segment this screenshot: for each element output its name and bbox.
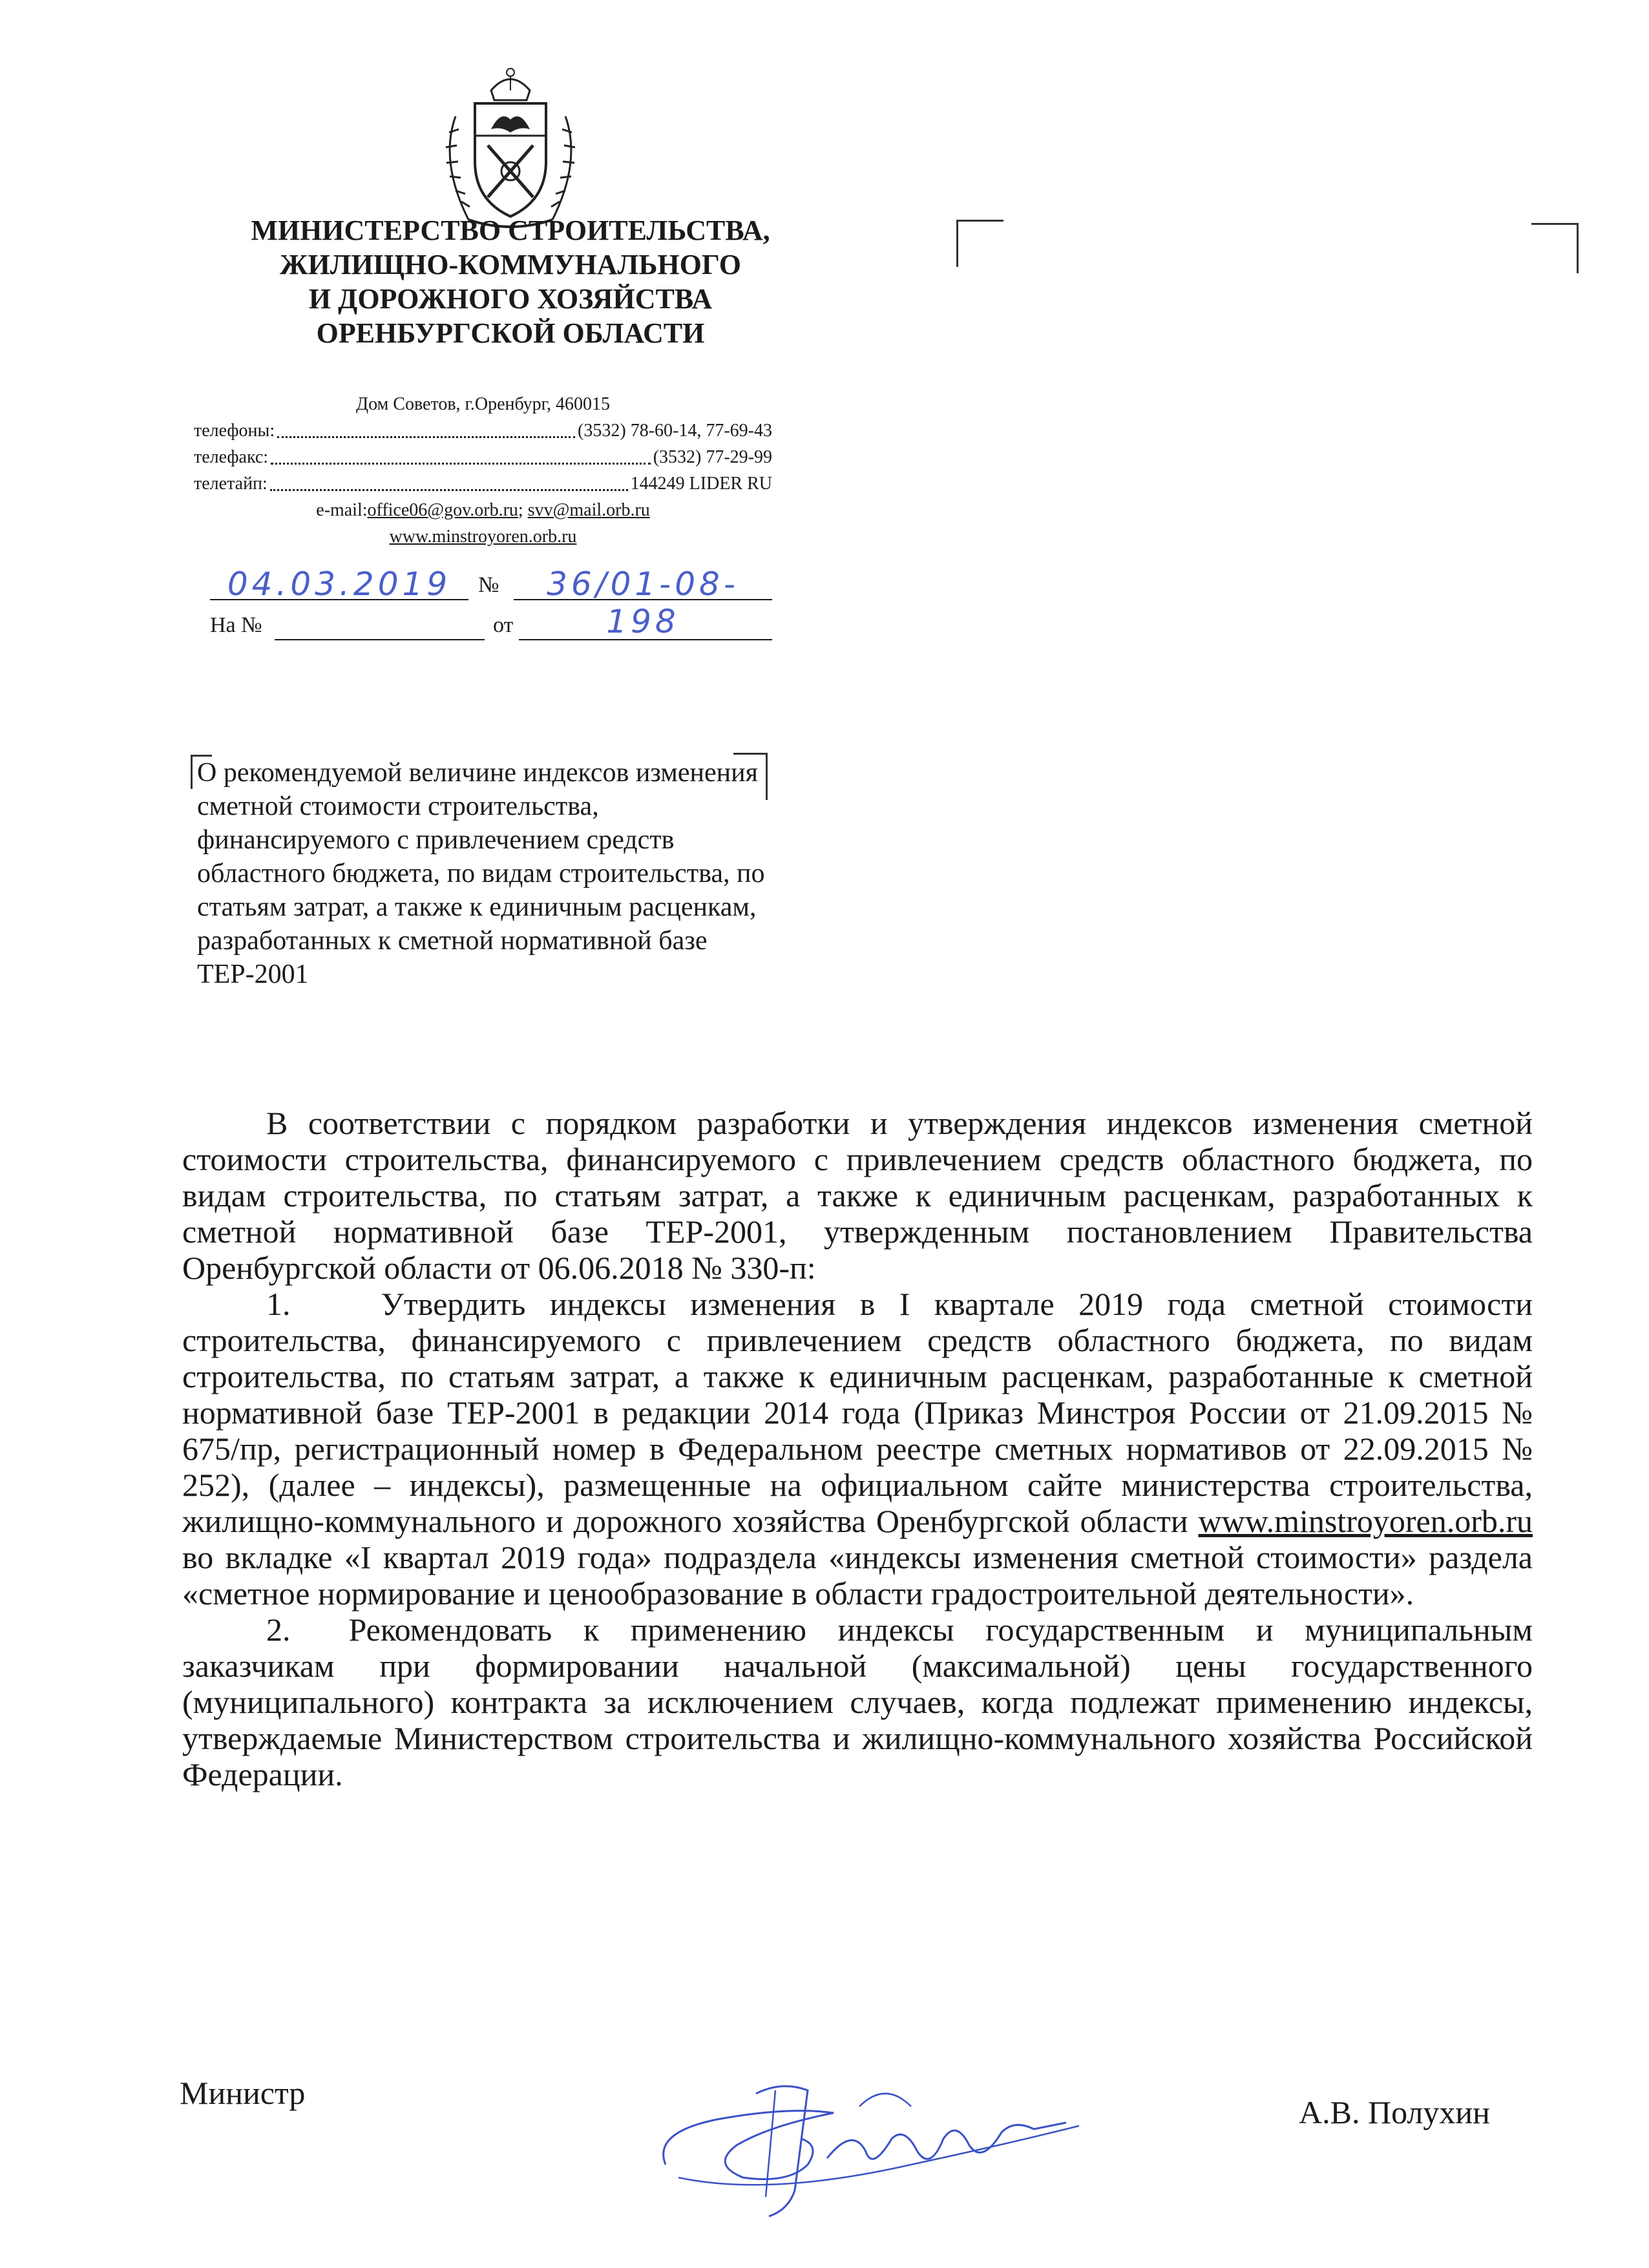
letter-body [182, 1105, 1533, 1792]
email-link-office[interactable]: office06@gov.orb.ru [367, 500, 518, 520]
website-link[interactable]: www.minstroyoren.orb.ru [389, 527, 577, 547]
registration-number: 36/01-08-198 [547, 565, 739, 640]
address-corner-mark [1531, 223, 1579, 273]
from-label: от [493, 613, 514, 637]
item-text: Утвердить индексы изменения в I квартале 2019 года сметной стоимости строительства, финансируемого с привлечением средств областного бюджета, по видам строительства, по статьям затрат, а также к единичным расценкам, разработанные к сметной нормативной базе ТЕР-2001 в редакции 2014 года (Приказ Минстроя России от 21.09.2015 № 675/пр, регистрационный номер в Федеральном реестре сметных нормативов от 22.09.2015 № 252), (далее – индексы), размещенные на официальном сайте министерства строительства, жилищно-коммунального и дорожного хозяйства Оренбургской области [182, 1286, 1533, 1539]
body-item-1 [182, 1286, 1533, 1612]
phones-value: (3532) 78-60-14, 77-69-43 [578, 421, 772, 441]
ministry-line: И ДОРОЖНОГО ХОЗЯЙСТВА [308, 283, 713, 315]
reference-line [210, 611, 772, 643]
coat-of-arms-emblem [430, 65, 591, 236]
email-row [194, 497, 772, 523]
handwritten-signature [640, 2068, 1092, 2236]
phones-row [194, 417, 772, 444]
ref-number-blank [275, 611, 485, 640]
dot-leader [277, 436, 575, 438]
ref-label: На № [210, 613, 262, 637]
phones-label: телефоны: [194, 421, 275, 441]
registration-date: 04.03.2019 [227, 565, 452, 603]
body-intro: В соответствии с порядком разработки и утверждения индексов изменения сметной стоимости строительства, финансируемого с привлечением средств областного бюджета, по видам строительства, по статьям затрат, а также к единичным расценкам, разработанных к сметной нормативной базе ТЕР-2001, утвержденным постановлением Правительства Оренбургской области от 06.06.2018 № 330-п: [182, 1105, 1533, 1286]
fax-row [194, 444, 772, 470]
number-sign: № [478, 573, 499, 597]
teletype-value: 144249 LIDER RU [630, 474, 772, 494]
address: Дом Советов, г.Оренбург, 460015 [356, 394, 610, 414]
ministry-line: МИНИСТЕРСТВО СТРОИТЕЛЬСТВА, [251, 215, 770, 246]
letter-subject: О рекомендуемой величине индексов изменения сметной стоимости строительства, финансируемого с привлечением средств областного бюджета, по видам строительства, по статьям затрат, а также к единичным расценкам, разработанных к сметной нормативной базе ТЕР-2001 [197, 758, 765, 989]
ministry-line: ЖИЛИЩНО-КОММУНАЛЬНОГО [280, 249, 741, 280]
ministry-line: ОРЕНБУРГСКОЙ ОБЛАСТИ [316, 317, 705, 349]
contact-block [194, 391, 772, 550]
item-number: 1. [266, 1286, 291, 1322]
item-text: Рекомендовать к применению индексы государственным и муниципальным заказчикам при формировании начальной (максимальной) цены государственного (муниципального) контракта за исключением случаев, когда подлежат применению индексы, утверждаемые Министерством строительства и жилищно-коммунального хозяйства Российской Федерации. [182, 1612, 1533, 1792]
website-link-body[interactable]: www.minstroyoren.orb.ru [1198, 1503, 1533, 1539]
body-item-2 [182, 1612, 1533, 1792]
fax-value: (3532) 77-29-99 [653, 447, 772, 467]
email-separator: ; [518, 500, 528, 520]
address-corner-mark [956, 220, 1003, 267]
dot-leader [270, 489, 628, 491]
number-field [514, 565, 772, 640]
signatory-title: Министр [180, 2075, 306, 2111]
email-prefix: e-mail: [316, 500, 368, 520]
dot-leader [271, 463, 651, 465]
teletype-label: телетайп: [194, 474, 268, 494]
ministry-name [155, 213, 866, 350]
teletype-row [194, 470, 772, 497]
fax-label: телефакс: [194, 447, 269, 467]
signatory-name: А.В. Полухин [1299, 2094, 1490, 2130]
website-row [194, 523, 772, 550]
date-field [210, 565, 468, 603]
item-text: во вкладке «I квартал 2019 года» подраздела «индексы изменения сметной стоимости» раздела «сметное нормирование и ценообразование в области градостроительной деятельности». [182, 1539, 1533, 1612]
email-link-svv[interactable]: svv@mail.orb.ru [527, 500, 650, 520]
item-number: 2. [266, 1612, 291, 1648]
ref-date-blank [519, 611, 772, 640]
